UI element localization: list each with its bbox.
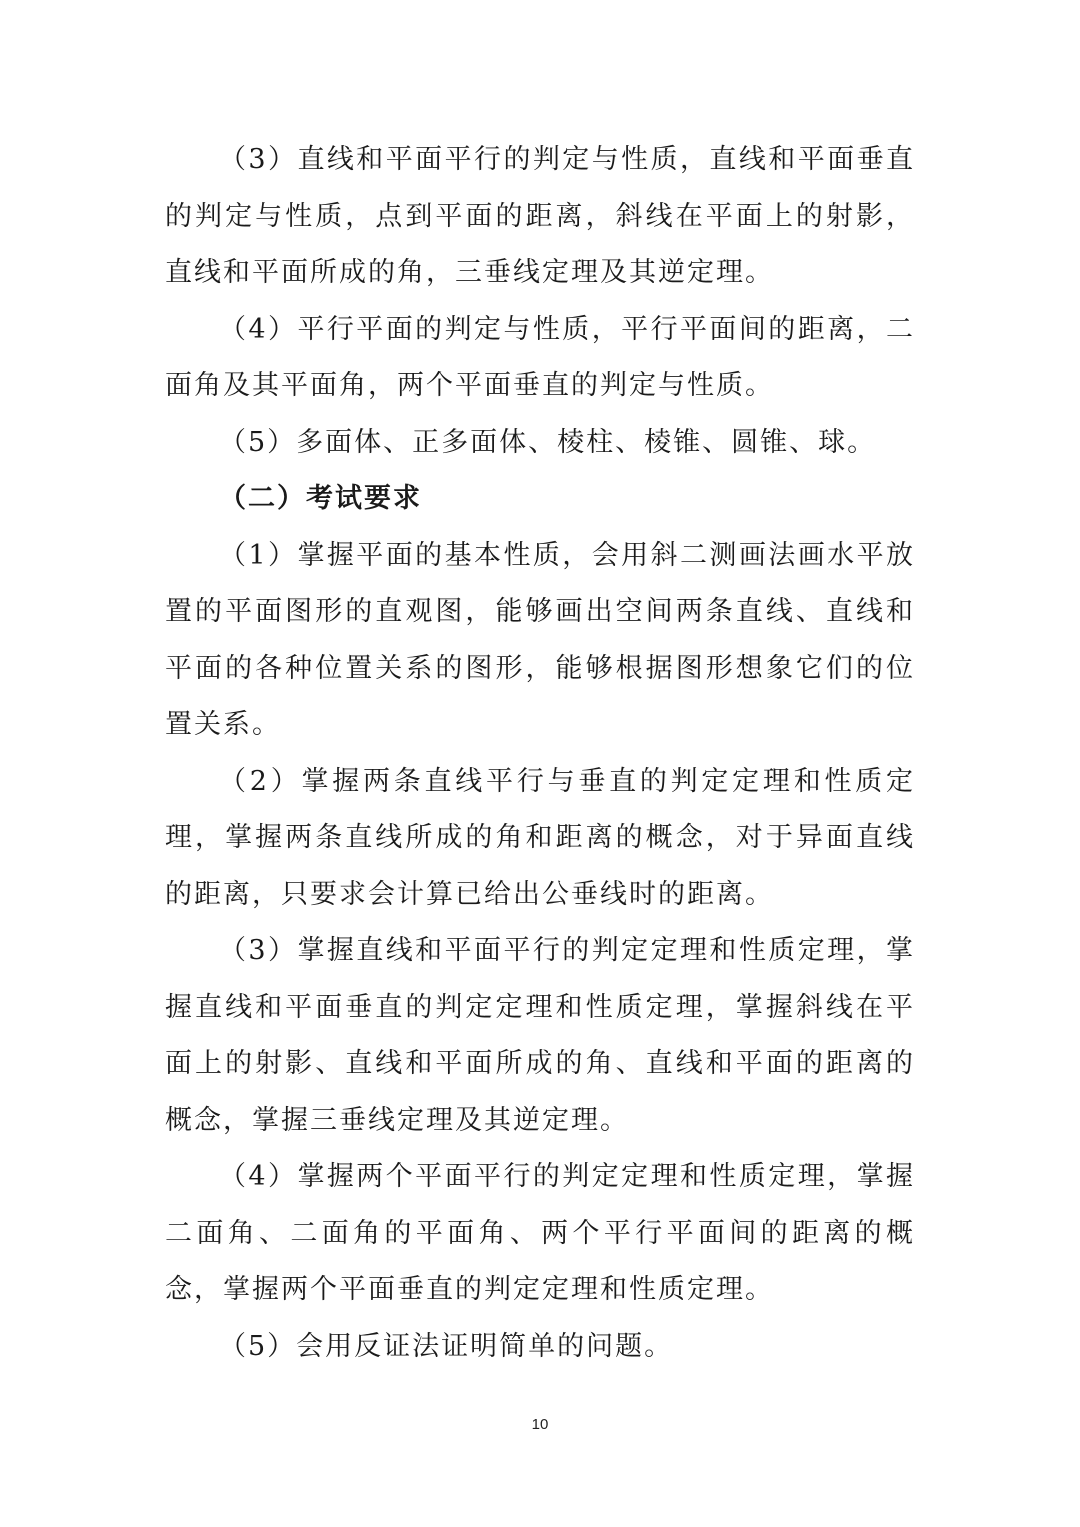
content-paragraph-4: （4）平行平面的判定与性质，平行平面间的距离，二面角及其平面角，两个平面垂直的判定与性质。: [165, 313, 915, 401]
requirement-paragraph-5: （5）会用反证法证明简单的问题。: [219, 1330, 674, 1362]
requirement-paragraph-1: （1）掌握平面的基本性质，会用斜二测画法画水平放置的平面图形的直观图，能够画出空间两条直线、直线和平面的各种位置关系的图形，能够根据图形想象它们的位置关系。: [165, 539, 915, 740]
document-body: [165, 132, 915, 1375]
page-number: 10: [531, 1416, 549, 1433]
content-paragraph-5: （5）多面体、正多面体、棱柱、棱锥、圆锥、球。: [219, 426, 877, 458]
requirement-paragraph-2: （2）掌握两条直线平行与垂直的判定定理和性质定理，掌握两条直线所成的角和距离的概念，对于异面直线的距离，只要求会计算已给出公垂线时的距离。: [165, 765, 915, 910]
requirement-paragraph-3: （3）掌握直线和平面平行的判定定理和性质定理，掌握直线和平面垂直的判定定理和性质定理，掌握斜线在平面上的射影、直线和平面所成的角、直线和平面的距离的概念，掌握三垂线定理及其逆定理。: [165, 935, 915, 1136]
section-heading: （二）考试要求: [219, 483, 422, 514]
requirement-paragraph-4: （4）掌握两个平面平行的判定定理和性质定理，掌握二面角、二面角的平面角、两个平行平面间的距离的概念，掌握两个平面垂直的判定定理和性质定理。: [165, 1161, 915, 1305]
content-paragraph-3: （3）直线和平面平行的判定与性质，直线和平面垂直的判定与性质，点到平面的距离，斜线在平面上的射影，直线和平面所成的角，三垂线定理及其逆定理。: [165, 144, 915, 288]
